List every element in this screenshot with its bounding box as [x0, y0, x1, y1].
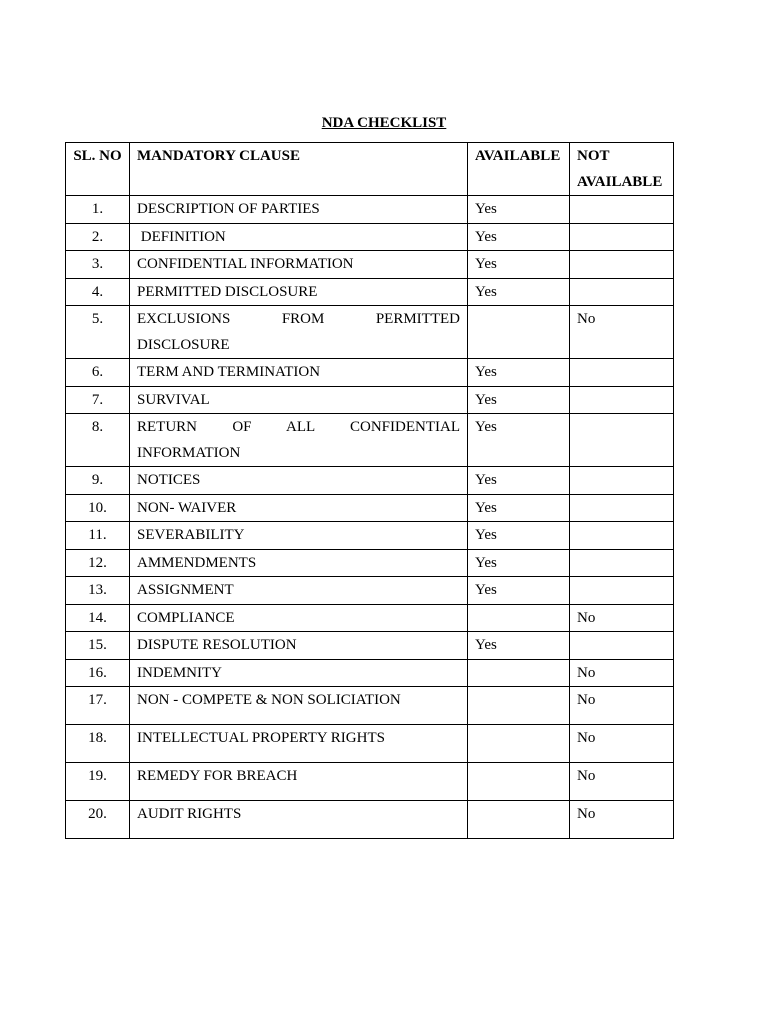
row-not-available	[570, 632, 674, 660]
row-not-available: No	[570, 604, 674, 632]
row-not-available: No	[570, 306, 674, 359]
row-available	[468, 801, 570, 839]
row-available: Yes	[468, 414, 570, 467]
document-title: NDA CHECKLIST	[321, 115, 447, 131]
row-clause: INDEMNITY	[130, 659, 468, 687]
row-not-available: No	[570, 659, 674, 687]
table-row	[66, 414, 674, 467]
row-not-available	[570, 522, 674, 550]
row-sl-no: 5.	[66, 306, 130, 359]
row-not-available	[570, 359, 674, 387]
table-row	[66, 577, 674, 605]
row-clause: NON - COMPETE & NON SOLICIATION	[130, 687, 468, 725]
table-row	[66, 278, 674, 306]
row-sl-no: 15.	[66, 632, 130, 660]
table-row	[66, 687, 674, 725]
table-row	[66, 359, 674, 387]
row-sl-no: 9.	[66, 467, 130, 495]
row-clause: AUDIT RIGHTS	[130, 801, 468, 839]
row-clause: REMEDY FOR BREACH	[130, 763, 468, 801]
row-sl-no: 6.	[66, 359, 130, 387]
row-not-available	[570, 278, 674, 306]
row-available: Yes	[468, 196, 570, 224]
row-clause: NOTICES	[130, 467, 468, 495]
row-not-available: No	[570, 725, 674, 763]
row-sl-no: 16.	[66, 659, 130, 687]
table-row	[66, 306, 674, 359]
table-row	[66, 632, 674, 660]
row-clause: DEFINITION	[130, 223, 468, 251]
row-clause: DESCRIPTION OF PARTIES	[130, 196, 468, 224]
table-row	[66, 494, 674, 522]
row-sl-no: 8.	[66, 414, 130, 467]
row-available: Yes	[468, 522, 570, 550]
row-clause: INTELLECTUAL PROPERTY RIGHTS	[130, 725, 468, 763]
row-available: Yes	[468, 494, 570, 522]
row-clause: AMMENDMENTS	[130, 549, 468, 577]
table-row	[66, 801, 674, 839]
row-clause: TERM AND TERMINATION	[130, 359, 468, 387]
row-available	[468, 306, 570, 359]
row-sl-no: 17.	[66, 687, 130, 725]
row-available: Yes	[468, 386, 570, 414]
row-available: Yes	[468, 359, 570, 387]
table-row	[66, 725, 674, 763]
table-row	[66, 604, 674, 632]
row-not-available	[570, 414, 674, 467]
row-available: Yes	[468, 549, 570, 577]
row-clause: ASSIGNMENT	[130, 577, 468, 605]
table-row	[66, 196, 674, 224]
row-clause: DISPUTE RESOLUTION	[130, 632, 468, 660]
table-header-row	[66, 143, 674, 196]
row-sl-no: 19.	[66, 763, 130, 801]
row-sl-no: 1.	[66, 196, 130, 224]
checklist-table	[65, 142, 674, 839]
row-clause: SEVERABILITY	[130, 522, 468, 550]
row-clause: CONFIDENTIAL INFORMATION	[130, 251, 468, 279]
row-sl-no: 14.	[66, 604, 130, 632]
row-available	[468, 725, 570, 763]
row-not-available	[570, 494, 674, 522]
row-not-available	[570, 577, 674, 605]
table-row	[66, 386, 674, 414]
row-sl-no: 20.	[66, 801, 130, 839]
row-not-available	[570, 196, 674, 224]
header-not-available: NOT AVAILABLE	[570, 143, 674, 196]
table-row	[66, 522, 674, 550]
table-row	[66, 251, 674, 279]
row-sl-no: 3.	[66, 251, 130, 279]
header-mandatory-clause: MANDATORY CLAUSE	[130, 143, 468, 196]
row-not-available: No	[570, 763, 674, 801]
row-sl-no: 12.	[66, 549, 130, 577]
row-sl-no: 7.	[66, 386, 130, 414]
row-available: Yes	[468, 467, 570, 495]
row-available	[468, 659, 570, 687]
row-available: Yes	[468, 278, 570, 306]
row-available	[468, 687, 570, 725]
row-clause: COMPLIANCE	[130, 604, 468, 632]
table-row	[66, 549, 674, 577]
row-not-available: No	[570, 687, 674, 725]
table-row	[66, 763, 674, 801]
row-not-available	[570, 549, 674, 577]
row-clause: EXCLUSIONS FROM PERMITTED DISCLOSURE	[130, 306, 468, 359]
row-available: Yes	[468, 223, 570, 251]
row-not-available	[570, 251, 674, 279]
header-sl-no: SL. NO	[66, 143, 130, 196]
table-row	[66, 467, 674, 495]
table-row	[66, 659, 674, 687]
row-not-available	[570, 467, 674, 495]
row-clause: RETURN OF ALL CONFIDENTIAL INFORMATION	[130, 414, 468, 467]
row-sl-no: 2.	[66, 223, 130, 251]
row-not-available	[570, 386, 674, 414]
row-sl-no: 13.	[66, 577, 130, 605]
row-available: Yes	[468, 577, 570, 605]
row-clause: NON- WAIVER	[130, 494, 468, 522]
row-available: Yes	[468, 251, 570, 279]
row-not-available	[570, 223, 674, 251]
row-clause: SURVIVAL	[130, 386, 468, 414]
row-sl-no: 4.	[66, 278, 130, 306]
row-sl-no: 18.	[66, 725, 130, 763]
row-clause: PERMITTED DISCLOSURE	[130, 278, 468, 306]
row-available	[468, 604, 570, 632]
row-sl-no: 11.	[66, 522, 130, 550]
table-row	[66, 223, 674, 251]
row-available	[468, 763, 570, 801]
row-sl-no: 10.	[66, 494, 130, 522]
header-available: AVAILABLE	[468, 143, 570, 196]
row-available: Yes	[468, 632, 570, 660]
row-not-available: No	[570, 801, 674, 839]
